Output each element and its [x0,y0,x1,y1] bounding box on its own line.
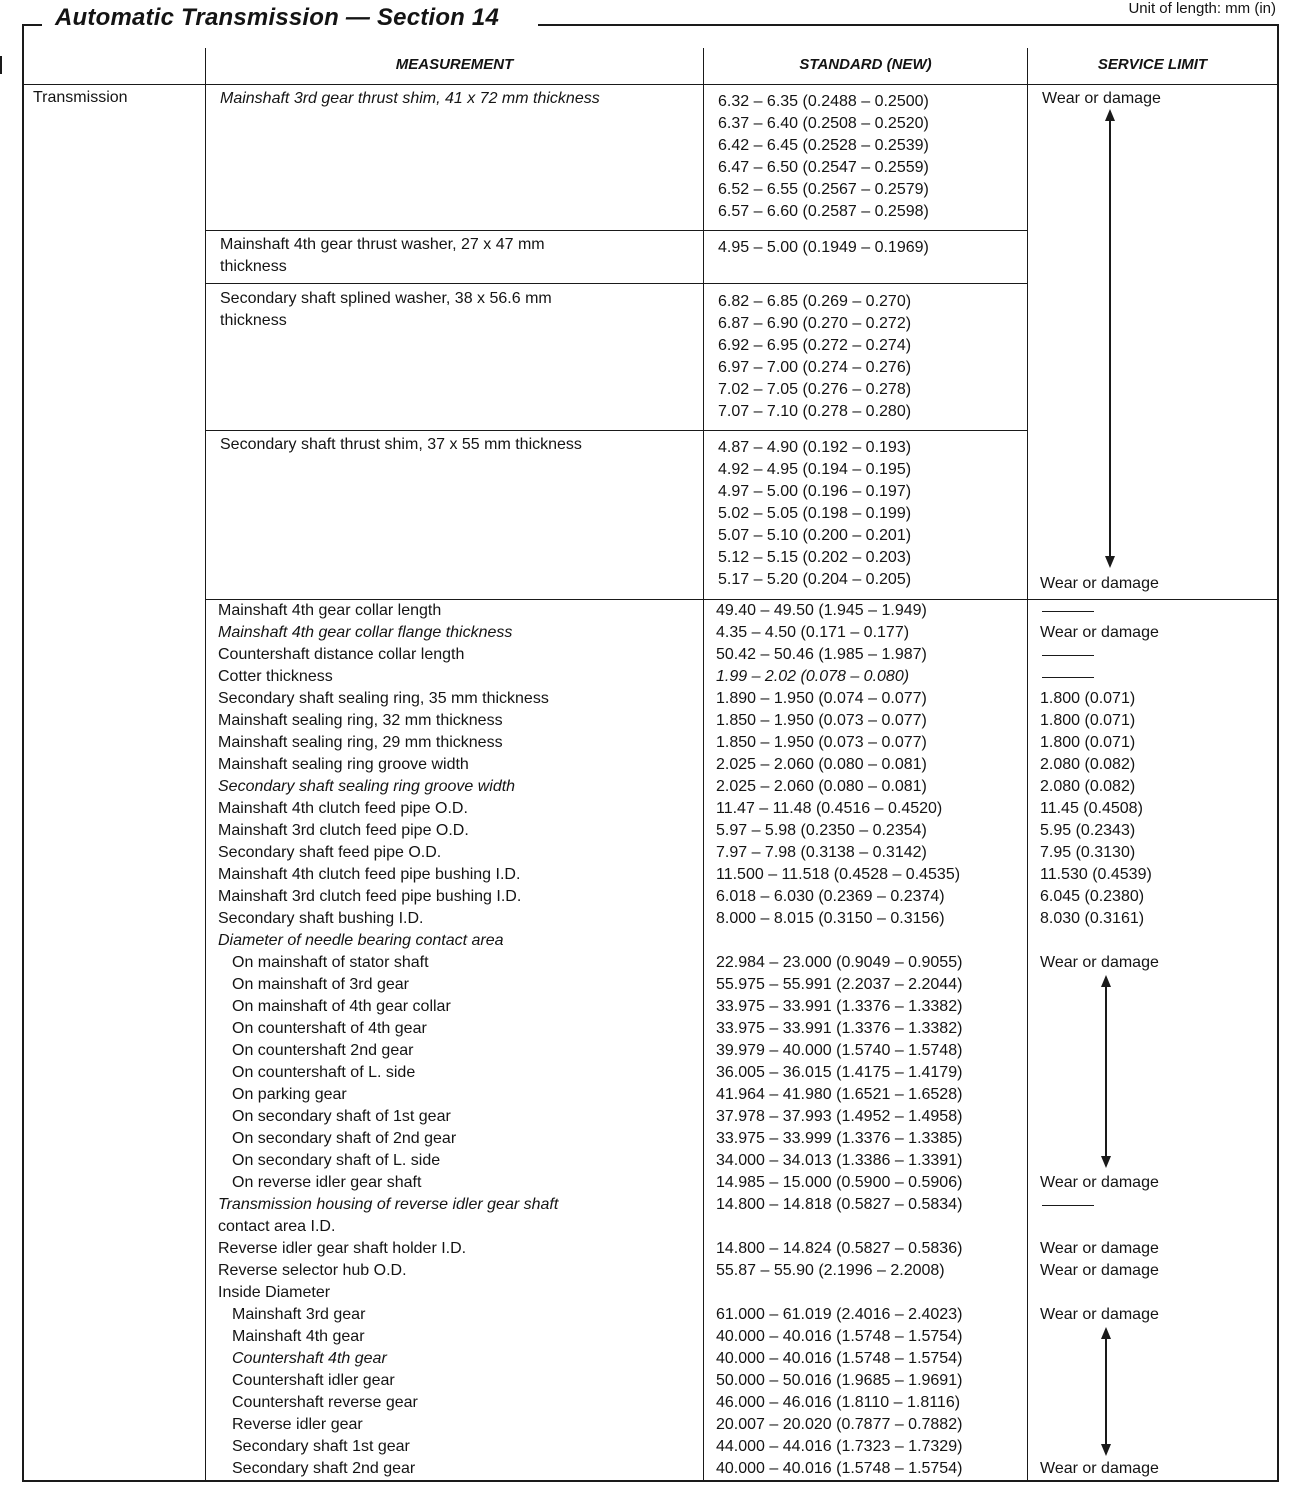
row-measurement: On mainshaft of stator shaft [232,954,429,971]
row-measurement: contact area I.D. [218,1218,336,1235]
header-bottom-rule [22,84,1279,85]
group1-standard-value: 5.07 – 5.10 (0.200 – 0.201) [718,527,912,544]
row-service-limit: 1.800 (0.071) [1040,712,1136,729]
row-service-limit: Wear or damage [1040,1306,1159,1323]
row-service-limit: 11.45 (0.4508) [1040,800,1143,817]
group1-standard-value: 7.07 – 7.10 (0.278 – 0.280) [718,403,912,420]
row-measurement: Mainshaft 4th clutch feed pipe O.D. [218,800,468,817]
row-standard-value: 11.47 – 11.48 (0.4516 – 0.4520) [716,800,943,817]
limit-arrow-shaft [1109,118,1111,564]
row-service-limit: Wear or damage [1040,1460,1159,1477]
group1-measurement: Mainshaft 4th gear thrust washer, 27 x 47 mm [220,236,545,253]
row-standard-value: 22.984 – 23.000 (0.9049 – 0.9055) [716,954,963,971]
group1-standard-value: 7.02 – 7.05 (0.276 – 0.278) [718,381,912,398]
row-measurement: Countershaft distance collar length [218,646,465,663]
row-service-limit: Wear or damage [1040,624,1159,641]
row-measurement: Secondary shaft feed pipe O.D. [218,844,442,861]
row-standard-value: 55.87 – 55.90 (2.1996 – 2.2008) [716,1262,945,1279]
group1-standard-value: 6.92 – 6.95 (0.272 – 0.274) [718,337,912,354]
row-service-limit: 5.95 (0.2343) [1040,822,1136,839]
group1-standard-value: 6.97 – 7.00 (0.274 – 0.276) [718,359,912,376]
limit-top: Wear or damage [1042,90,1161,107]
row-measurement: Countershaft reverse gear [232,1394,418,1411]
row-measurement: Countershaft idler gear [232,1372,395,1389]
row-measurement: Reverse idler gear shaft holder I.D. [218,1240,467,1257]
row-service-limit: Wear or damage [1040,954,1159,971]
group1-standard-value: 6.32 – 6.35 (0.2488 – 0.2500) [718,93,929,110]
row-measurement: Mainshaft 4th gear [232,1328,365,1345]
row-service-limit: Wear or damage [1040,1262,1159,1279]
row-measurement: Secondary shaft sealing ring, 35 mm thickness [218,690,549,707]
inside-arrow-down-head [1101,1444,1111,1456]
row-measurement: Mainshaft sealing ring, 29 mm thickness [218,734,503,751]
no-limit-dash [1042,611,1094,612]
row-measurement: Diameter of needle bearing contact area [218,932,504,949]
group1-standard-value: 6.87 – 6.90 (0.270 – 0.272) [718,315,912,332]
row-measurement: Mainshaft 4th gear collar length [218,602,442,619]
row-standard-value: 46.000 – 46.016 (1.8110 – 1.8116) [716,1394,961,1411]
group1-measurement: thickness [220,258,287,275]
row-measurement: Transmission housing of reverse idler gear shaft [218,1196,559,1213]
row-measurement: Countershaft 4th gear [232,1350,387,1367]
top-rule-right [538,24,1278,26]
row-service-limit: 7.95 (0.3130) [1040,844,1136,861]
row-measurement: Secondary shaft 1st gear [232,1438,410,1455]
row-measurement: On parking gear [232,1086,347,1103]
row-standard-value: 5.97 – 5.98 (0.2350 – 0.2354) [716,822,927,839]
group1-measurement: Mainshaft 3rd gear thrust shim, 41 x 72 mm thickness [220,90,600,107]
col-divider-2 [703,48,704,1480]
frame-right [1277,24,1279,1481]
category-label: Transmission [33,89,128,106]
row-service-limit: Wear or damage [1040,1240,1159,1257]
left-edge-tick [0,56,2,74]
frame-bottom [22,1480,1279,1482]
col-divider-3 [1027,48,1028,1480]
row-standard-value: 1.890 – 1.950 (0.074 – 0.077) [716,690,927,707]
row-standard-value: 40.000 – 40.016 (1.5748 – 1.5754) [716,1328,963,1345]
row-standard-value: 4.35 – 4.50 (0.171 – 0.177) [716,624,910,641]
row-measurement: Mainshaft 3rd clutch feed pipe O.D. [218,822,469,839]
row-standard-value: 50.42 – 50.46 (1.985 – 1.987) [716,646,927,663]
group1-standard-value: 5.12 – 5.15 (0.202 – 0.203) [718,549,912,566]
no-limit-dash [1042,677,1094,678]
needle-arrow-shaft [1105,984,1107,1164]
row-service-limit: 11.530 (0.4539) [1040,866,1152,883]
row-measurement: Secondary shaft bushing I.D. [218,910,424,927]
row-standard-value: 8.000 – 8.015 (0.3150 – 0.3156) [716,910,945,927]
row-standard-value: 40.000 – 40.016 (1.5748 – 1.5754) [716,1350,963,1367]
row-standard-value: 50.000 – 50.016 (1.9685 – 1.9691) [716,1372,963,1389]
row-measurement: On mainshaft of 3rd gear [232,976,409,993]
row-service-limit: 1.800 (0.071) [1040,690,1136,707]
group1-standard-value: 5.17 – 5.20 (0.204 – 0.205) [718,571,912,588]
inside-arrow-shaft [1105,1336,1107,1452]
row-service-limit: Wear or damage [1040,1174,1159,1191]
row-measurement: Mainshaft 3rd gear [232,1306,366,1323]
row-standard-value: 6.018 – 6.030 (0.2369 – 0.2374) [716,888,945,905]
row-divider-2 [205,283,1027,284]
group1-measurement: thickness [220,312,287,329]
row-standard-value: 2.025 – 2.060 (0.080 – 0.081) [716,756,927,773]
row-service-limit: 2.080 (0.082) [1040,778,1136,795]
row-measurement: Mainshaft 4th clutch feed pipe bushing I.D. [218,866,521,883]
row-measurement: Reverse idler gear [232,1416,363,1433]
header-measurement: MEASUREMENT [395,56,514,73]
group1-standard-value: 5.02 – 5.05 (0.198 – 0.199) [718,505,912,522]
group1-measurement: Secondary shaft splined washer, 38 x 56.6 mm [220,290,552,307]
row-measurement: On reverse idler gear shaft [232,1174,422,1191]
row-measurement: On mainshaft of 4th gear collar [232,998,451,1015]
row-measurement: On countershaft of L. side [232,1064,416,1081]
row-standard-value: 55.975 – 55.991 (2.2037 – 2.2044) [716,976,963,993]
page-title: Automatic Transmission — Section 14 [55,4,500,31]
row-divider-1 [205,230,1027,231]
no-limit-dash [1042,655,1094,656]
row-standard-value: 61.000 – 61.019 (2.4016 – 2.4023) [716,1306,963,1323]
row-measurement: Inside Diameter [218,1284,331,1301]
row-measurement: Mainshaft 4th gear collar flange thickness [218,624,513,641]
row-measurement: Cotter thickness [218,668,333,685]
row-measurement: On countershaft of 4th gear [232,1020,427,1037]
row-service-limit: 8.030 (0.3161) [1040,910,1145,927]
limit-arrow-down-head [1105,556,1115,568]
row-standard-value: 39.979 – 40.000 (1.5740 – 1.5748) [716,1042,963,1059]
row-service-limit: 6.045 (0.2380) [1040,888,1145,905]
row-standard-value: 33.975 – 33.991 (1.3376 – 1.3382) [716,998,963,1015]
row-standard-value: 44.000 – 44.016 (1.7323 – 1.7329) [716,1438,963,1455]
row-measurement: On secondary shaft of L. side [232,1152,441,1169]
row-standard-value: 41.964 – 41.980 (1.6521 – 1.6528) [716,1086,963,1103]
row-standard-value: 34.000 – 34.013 (1.3386 – 1.3391) [716,1152,963,1169]
row-standard-value: 14.985 – 15.000 (0.5900 – 0.5906) [716,1174,963,1191]
limit-bottom: Wear or damage [1040,575,1159,592]
row-measurement: On countershaft 2nd gear [232,1042,414,1059]
row-standard-value: 1.850 – 1.950 (0.073 – 0.077) [716,734,927,751]
row-measurement: Secondary shaft sealing ring groove width [218,778,516,795]
row-standard-value: 33.975 – 33.999 (1.3376 – 1.3385) [716,1130,963,1147]
row-standard-value: 7.97 – 7.98 (0.3138 – 0.3142) [716,844,927,861]
col-divider-1 [205,48,206,1480]
row-standard-value: 1.99 – 2.02 (0.078 – 0.080) [716,668,910,685]
top-rule-left [22,24,42,26]
no-limit-dash [1042,1205,1094,1206]
row-standard-value: 11.500 – 11.518 (0.4528 – 0.4535) [716,866,961,883]
group1-standard-value: 6.42 – 6.45 (0.2528 – 0.2539) [718,137,929,154]
group1-standard-value: 6.82 – 6.85 (0.269 – 0.270) [718,293,912,310]
unit-note: Unit of length: mm (in) [1128,0,1276,17]
row-standard-value: 40.000 – 40.016 (1.5748 – 1.5754) [716,1460,963,1477]
row-standard-value: 20.007 – 20.020 (0.7877 – 0.7882) [716,1416,963,1433]
row-standard-value: 14.800 – 14.818 (0.5827 – 0.5834) [716,1196,963,1213]
row-divider-3 [205,430,1027,431]
group1-standard-value: 6.57 – 6.60 (0.2587 – 0.2598) [718,203,929,220]
row-measurement: Secondary shaft 2nd gear [232,1460,416,1477]
header-service-limit: SERVICE LIMIT [1097,56,1208,73]
row-standard-value: 2.025 – 2.060 (0.080 – 0.081) [716,778,927,795]
row-standard-value: 49.40 – 49.50 (1.945 – 1.949) [716,602,927,619]
row-measurement: Mainshaft sealing ring, 32 mm thickness [218,712,503,729]
needle-arrow-down-head [1101,1156,1111,1168]
row-service-limit: 2.080 (0.082) [1040,756,1136,773]
row-measurement: Reverse selector hub O.D. [218,1262,407,1279]
header-standard: STANDARD (NEW) [799,56,932,73]
group1-standard-value: 4.92 – 4.95 (0.194 – 0.195) [718,461,912,478]
row-standard-value: 36.005 – 36.015 (1.4175 – 1.4179) [716,1064,963,1081]
group1-standard-value: 4.97 – 5.00 (0.196 – 0.197) [718,483,912,500]
row-measurement: On secondary shaft of 1st gear [232,1108,451,1125]
row-standard-value: 14.800 – 14.824 (0.5827 – 0.5836) [716,1240,963,1257]
row-service-limit: 1.800 (0.071) [1040,734,1136,751]
row-standard-value: 37.978 – 37.993 (1.4952 – 1.4958) [716,1108,963,1125]
group1-standard-value: 6.47 – 6.50 (0.2547 – 0.2559) [718,159,929,176]
group1-measurement: Secondary shaft thrust shim, 37 x 55 mm thickness [220,436,582,453]
frame-left [22,24,24,1481]
group1-standard-value: 4.87 – 4.90 (0.192 – 0.193) [718,439,912,456]
group1-standard-value: 4.95 – 5.00 (0.1949 – 0.1969) [718,239,929,256]
row-standard-value: 33.975 – 33.991 (1.3376 – 1.3382) [716,1020,963,1037]
group1-standard-value: 6.37 – 6.40 (0.2508 – 0.2520) [718,115,929,132]
row-standard-value: 1.850 – 1.950 (0.073 – 0.077) [716,712,927,729]
row-measurement: Mainshaft 3rd clutch feed pipe bushing I.D. [218,888,522,905]
row-measurement: Mainshaft sealing ring groove width [218,756,469,773]
group1-standard-value: 6.52 – 6.55 (0.2567 – 0.2579) [718,181,929,198]
row-measurement: On secondary shaft of 2nd gear [232,1130,457,1147]
